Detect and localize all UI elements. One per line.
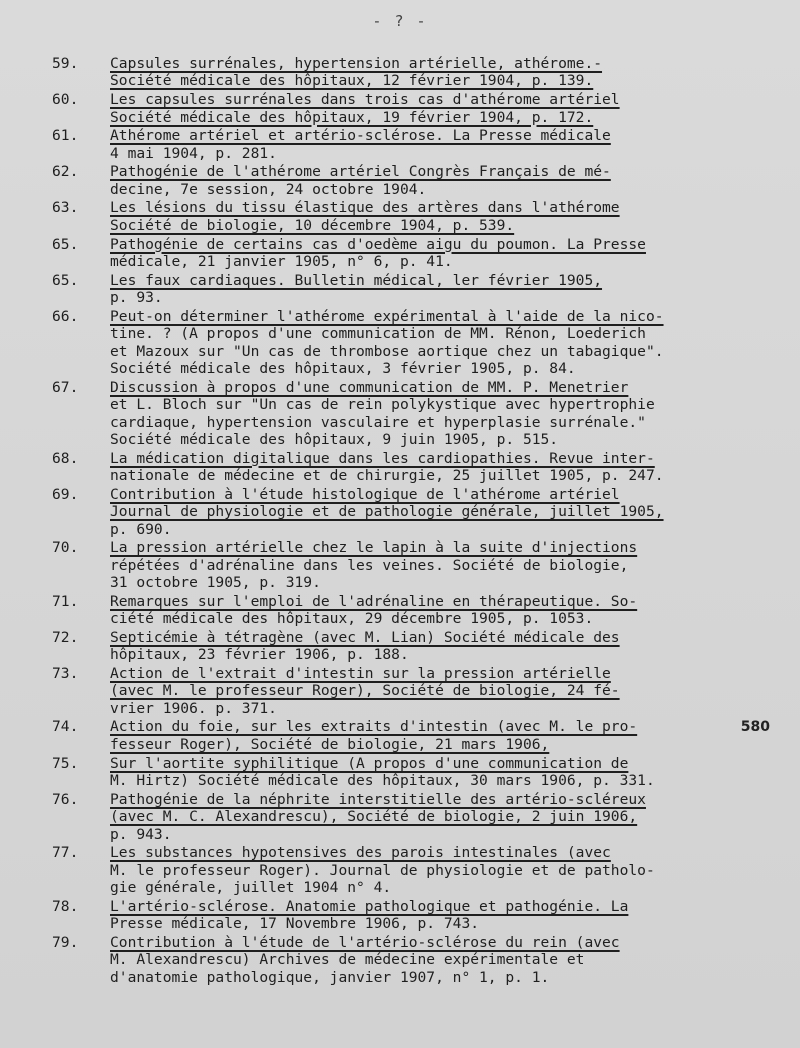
entry-line: p. 943. — [110, 825, 172, 843]
entry-text — [110, 127, 782, 162]
entry-line: 4 mai 1904, p. 281. — [110, 144, 277, 162]
entry-line: Société médicale des hôpitaux, 9 juin 1905, p. 515. — [110, 430, 559, 448]
entry-number: 62. — [52, 163, 79, 181]
bibliography-entry — [52, 379, 782, 449]
entry-text — [110, 55, 782, 90]
entry-number: 77. — [52, 844, 79, 862]
entry-number: 65. — [52, 235, 79, 253]
bibliography-entry — [52, 91, 782, 126]
entry-line: Contribution à l'étude de l'artério-sclérose du rein (avec — [110, 933, 620, 951]
entry-line: vrier 1906. p. 371. — [110, 699, 277, 717]
entry-line: nationale de médecine et de chirurgie, 25 juillet 1905, p. 247. — [110, 467, 664, 485]
entry-line: Contribution à l'étude histologique de l'athérome artériel — [110, 485, 620, 503]
entry-text — [110, 844, 782, 896]
page-number: - ? - — [372, 12, 428, 30]
bibliography-entry — [52, 308, 782, 378]
entry-line: Pathogénie de la néphrite interstitielle des artério-scléreux — [110, 790, 646, 808]
entry-line: Les capsules surrénales dans trois cas d'athérome artériel — [110, 91, 620, 109]
entry-text — [110, 91, 782, 126]
entry-number: 69. — [52, 485, 79, 503]
bibliography-entry — [52, 55, 782, 90]
bibliography-entry — [52, 718, 782, 753]
entry-text — [110, 718, 782, 753]
entry-number: 68. — [52, 449, 79, 467]
entry-text — [110, 450, 782, 485]
entry-line: La pression artérielle chez le lapin à la suite d'injections — [110, 539, 638, 557]
entry-line: L'artério-sclérose. Anatomie pathologique et pathogénie. La — [110, 897, 629, 915]
entry-number: 72. — [52, 628, 79, 646]
entry-line: Société médicale des hôpitaux, 3 février 1905, p. 84. — [110, 359, 576, 377]
entry-line: et Mazoux sur "Un cas de thrombose aortique chez un tabagique". — [110, 342, 664, 360]
entry-number: 73. — [52, 664, 79, 682]
entry-line: Remarques sur l'emploi de l'adrénaline en thérapeutique. So- — [110, 592, 638, 610]
entry-line: hôpitaux, 23 février 1906, p. 188. — [110, 646, 409, 664]
bibliography-entry — [52, 593, 782, 628]
bibliography-entry — [52, 665, 782, 717]
entry-text — [110, 236, 782, 271]
entry-text — [110, 199, 782, 234]
entry-line: et L. Bloch sur "Un cas de rein polykystique avec hypertrophie — [110, 396, 655, 414]
entry-line: (avec M. C. Alexandrescu), Société de biologie, 2 juin 1906, — [110, 808, 638, 826]
entry-line: gie générale, juillet 1904 n° 4. — [110, 879, 392, 897]
entry-number: 74. — [52, 718, 79, 736]
entry-line: La médication digitalique dans les cardiopathies. Revue inter- — [110, 449, 655, 467]
entry-text — [110, 272, 782, 307]
entry-text — [110, 755, 782, 790]
entry-number: 76. — [52, 790, 79, 808]
entry-number: 78. — [52, 897, 79, 915]
entry-line: Action de l'extrait d'intestin sur la pression artérielle — [110, 664, 611, 682]
bibliography-entry — [52, 629, 782, 664]
entry-line: Peut-on déterminer l'athérome expérimental à l'aide de la nico- — [110, 307, 664, 325]
entry-number: 60. — [52, 91, 79, 109]
entry-number: 66. — [52, 307, 79, 325]
entry-number: 79. — [52, 933, 79, 951]
entry-line: d'anatomie pathologique, janvier 1907, n° 1, p. 1. — [110, 968, 550, 986]
bibliography-entry — [52, 272, 782, 307]
bibliography-entry — [52, 163, 782, 198]
entry-line: M. le professeur Roger). Journal de physiologie et de patholo- — [110, 861, 655, 879]
entry-line: p. 93. — [110, 289, 163, 307]
entry-line: M. Alexandrescu) Archives de médecine expérimentale et — [110, 951, 585, 969]
entry-number: 71. — [52, 592, 79, 610]
entry-text — [110, 539, 782, 591]
bibliography-entry — [52, 486, 782, 538]
entry-line: tine. ? (A propos d'une communication de MM. Rénon, Loederich — [110, 325, 646, 343]
bibliography-entry — [52, 450, 782, 485]
bibliography-entry — [52, 127, 782, 162]
entry-text — [110, 163, 782, 198]
entry-line: fesseur Roger), Société de biologie, 21 mars 1906, — [110, 735, 550, 753]
bibliography-entry — [52, 199, 782, 234]
entry-line: Sur l'aortite syphilitique (A propos d'une communication de — [110, 754, 629, 772]
entry-text — [110, 486, 782, 538]
entry-text — [110, 629, 782, 664]
entry-line: Société médicale des hôpitaux, 19 février 1904, p. 172. — [110, 108, 594, 126]
entry-text — [110, 308, 782, 378]
entry-text — [110, 593, 782, 628]
entry-line: (avec M. le professeur Roger), Société de biologie, 24 fé- — [110, 682, 620, 700]
bibliography-entry — [52, 755, 782, 790]
entry-line: Capsules surrénales, hypertension artérielle, athérome.- — [110, 55, 603, 72]
entry-line: Les substances hypotensives des parois intestinales (avec — [110, 844, 611, 862]
entry-text — [110, 898, 782, 933]
entry-line: Journal de physiologie et de pathologie générale, juillet 1905, — [110, 503, 664, 521]
entry-line: Septicémie à tétragène (avec M. Lian) Société médicale des — [110, 628, 620, 646]
bibliography-entry — [52, 236, 782, 271]
bibliography-entry — [52, 934, 782, 986]
entry-line: répétées d'adrénaline dans les veines. Société de biologie, — [110, 556, 629, 574]
entry-line: Société médicale des hôpitaux, 12 février 1904, p. 139. — [110, 72, 594, 90]
entry-line: Pathogénie de certains cas d'oedème aigu du poumon. La Presse — [110, 235, 646, 253]
entry-line: médicale, 21 janvier 1905, n° 6, p. 41. — [110, 252, 453, 270]
bibliography-entry — [52, 539, 782, 591]
entry-number: 61. — [52, 127, 79, 145]
bibliography-entry — [52, 791, 782, 843]
entry-line: ciété médicale des hôpitaux, 29 décembre 1905, p. 1053. — [110, 610, 594, 628]
entry-line: 31 octobre 1905, p. 319. — [110, 574, 321, 592]
entry-text — [110, 791, 782, 843]
bibliography-list — [52, 55, 782, 987]
entry-number: 70. — [52, 539, 79, 557]
bibliography-entry — [52, 844, 782, 896]
entry-number: 65. — [52, 271, 79, 289]
entry-number: 67. — [52, 378, 79, 396]
entry-line: M. Hirtz) Société médicale des hôpitaux, 30 mars 1906, p. 331. — [110, 772, 655, 789]
entry-line: Discussion à propos d'une communication de MM. P. Menetrier — [110, 378, 629, 396]
entry-line: Athérome artériel et artério-sclérose. La Presse médicale — [110, 127, 611, 145]
entry-line: Société de biologie, 10 décembre 1904, p. 539. — [110, 216, 515, 234]
entry-number: 75. — [52, 754, 79, 772]
margin-annotation: 580 — [740, 719, 770, 735]
entry-line: decine, 7e session, 24 octobre 1904. — [110, 180, 427, 198]
bibliography-entry — [52, 898, 782, 933]
entry-number: 63. — [52, 199, 79, 217]
entry-line: Les faux cardiaques. Bulletin médical, ler février 1905, — [110, 271, 603, 289]
entry-text — [110, 934, 782, 986]
entry-line: p. 690. — [110, 520, 172, 538]
entry-text — [110, 665, 782, 717]
entry-line: Les lésions du tissu élastique des artères dans l'athérome — [110, 199, 620, 217]
entry-line: Action du foie, sur les extraits d'intestin (avec M. le pro- — [110, 718, 638, 736]
entry-line: Presse médicale, 17 Novembre 1906, p. 743. — [110, 915, 480, 933]
entry-text — [110, 379, 782, 449]
entry-line: Pathogénie de l'athérome artériel Congrès Français de mé- — [110, 163, 611, 181]
entry-line: cardiaque, hypertension vasculaire et hyperplasie surrénale." — [110, 413, 646, 431]
entry-number: 59. — [52, 55, 79, 72]
